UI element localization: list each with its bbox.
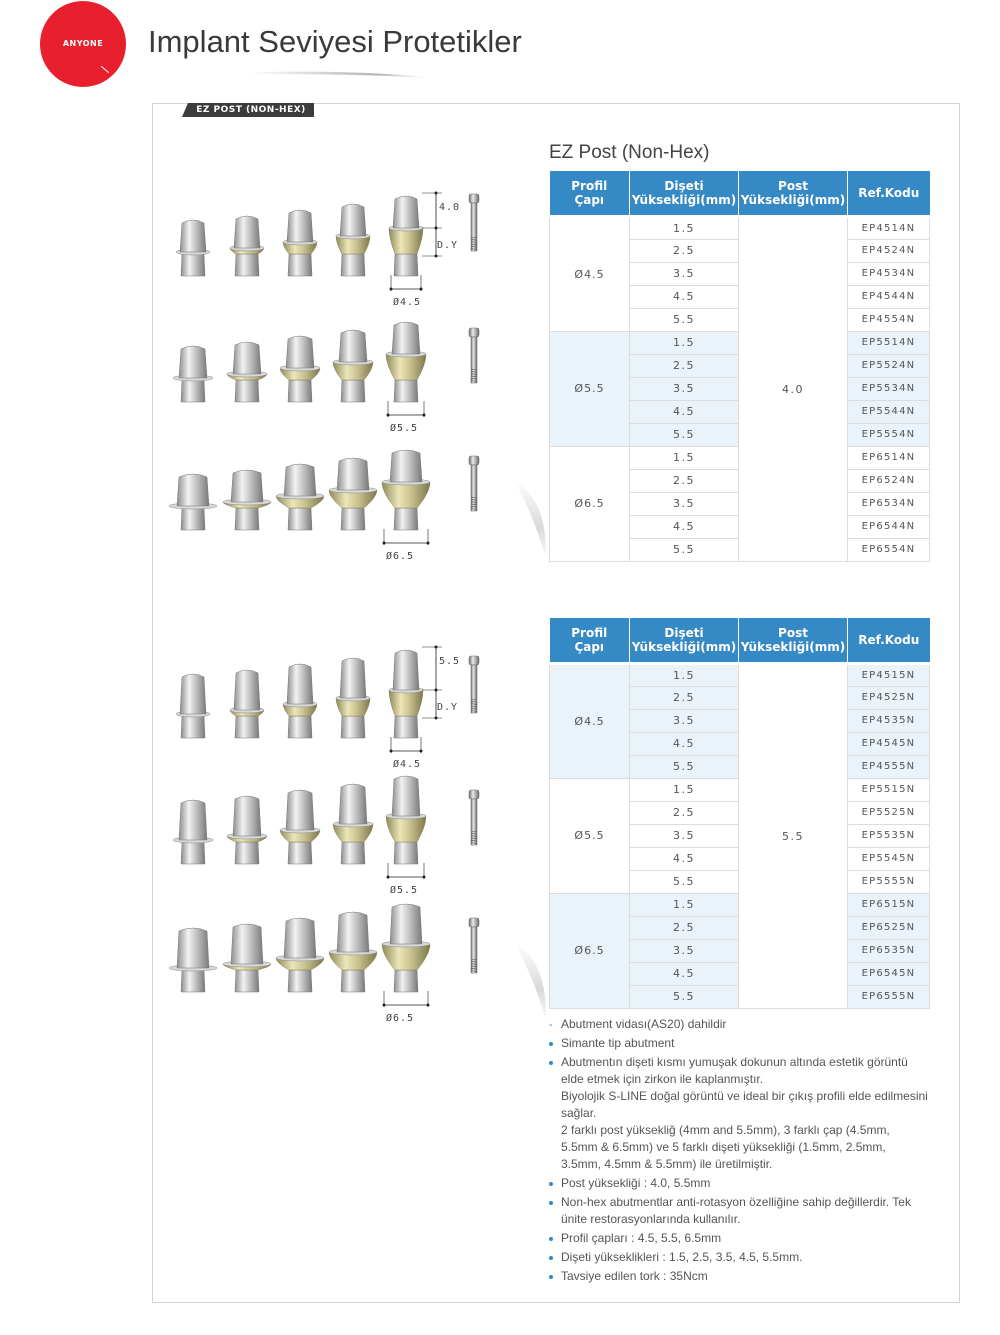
header-line: Profil: [571, 178, 608, 193]
header-profil-capi: [550, 171, 630, 216]
diseti-cell: 5.5: [630, 423, 739, 446]
page-title: Implant Seviyesi Protetikler: [148, 24, 522, 59]
profil-cell: Ø6.5: [550, 446, 630, 561]
diseti-cell: 2.5: [630, 916, 739, 939]
product-notes: [549, 1016, 929, 1287]
profil-cell: Ø4.5: [550, 216, 630, 331]
note-item: [549, 1175, 929, 1192]
ref-code-cell: EP4535N: [848, 709, 930, 732]
ref-code-cell: EP4555N: [848, 755, 930, 778]
ref-code-cell: EP5554N: [848, 423, 930, 446]
diseti-cell: 3.5: [630, 262, 739, 285]
logo-mark: [101, 66, 109, 73]
ref-code-cell: EP6554N: [848, 538, 930, 561]
diseti-cell: 3.5: [630, 377, 739, 400]
note-text: Abutmentın dişeti kısmı yumuşak dokunun altında estetik görüntü elde etmek için zirkon ile kaplanmıştır.: [561, 1055, 908, 1086]
note-text: Non-hex abutmentlar anti-rotasyon özelliğine sahip değillerdir. Tek ünite restorasyonlarında kullanılır.: [561, 1195, 911, 1226]
header-line: Post: [778, 625, 808, 640]
ref-code-cell: EP4554N: [848, 308, 930, 331]
bullet-marker: [549, 1182, 553, 1186]
header-diseti-yuksekligi: [630, 171, 739, 216]
bullet-marker: [549, 1061, 553, 1065]
diseti-cell: 5.5: [630, 870, 739, 893]
profil-cell: Ø5.5: [550, 778, 630, 893]
diseti-cell: 5.5: [630, 538, 739, 561]
ref-code-cell: EP4534N: [848, 262, 930, 285]
post-height-cell: 5.5: [739, 663, 848, 1008]
ref-code-cell: EP5534N: [848, 377, 930, 400]
diseti-cell: 1.5: [630, 663, 739, 686]
diseti-cell: 2.5: [630, 469, 739, 492]
brand-logo: [40, 1, 126, 87]
note-text: 2 farklı post yüksekliğ (4mm and 5.5mm), 3 farklı çap (4.5mm, 5.5mm & 6.5mm) ve 5 farklı dişeti yüksekliği (1.5mm, 2.5mm, 3.5mm, 4.5mm & 5.5mm) ile üretilmiştir.: [561, 1123, 890, 1171]
diameter-dim-f0-r1-label: Ø5.5: [390, 423, 419, 434]
bullet-marker: [549, 1256, 553, 1260]
ref-code-cell: EP5514N: [848, 331, 930, 354]
header-line: Dişeti: [664, 178, 704, 193]
note-text: Dişeti yükseklikleri : 1.5, 2.5, 3.5, 4.5, 5.5mm.: [561, 1250, 803, 1264]
profil-cell: Ø5.5: [550, 331, 630, 446]
ref-code-cell: EP6555N: [848, 985, 930, 1008]
note-item: [549, 1054, 929, 1173]
note-item: [549, 1016, 929, 1033]
gum-height-label-f1: D.Y: [437, 702, 459, 713]
table-title: EZ Post (Non-Hex): [549, 142, 710, 163]
diseti-cell: 2.5: [630, 239, 739, 262]
diseti-cell: 5.5: [630, 755, 739, 778]
ref-code-cell: EP5535N: [848, 824, 930, 847]
gum-height-label-f0: D.Y: [437, 240, 459, 251]
ref-code-cell: EP5525N: [848, 801, 930, 824]
diseti-cell: 3.5: [630, 824, 739, 847]
dash-marker: -: [549, 1019, 553, 1031]
ref-code-cell: EP6535N: [848, 939, 930, 962]
diseti-cell: 1.5: [630, 446, 739, 469]
diseti-cell: 4.5: [630, 400, 739, 423]
header-line: Çapı: [574, 639, 605, 654]
header-line: Dişeti: [664, 625, 704, 640]
ref-code-cell: EP6514N: [848, 446, 930, 469]
diseti-cell: 4.5: [630, 732, 739, 755]
diseti-cell: 2.5: [630, 354, 739, 377]
note-item: [549, 1035, 929, 1052]
ref-code-cell: EP5515N: [848, 778, 930, 801]
diseti-cell: 1.5: [630, 331, 739, 354]
ref-code-cell: EP4524N: [848, 239, 930, 262]
bullet-marker: [549, 1275, 553, 1279]
bullet-marker: [549, 1201, 553, 1205]
diameter-dim-f1-r0-label: Ø4.5: [393, 759, 422, 770]
note-text: Abutment vidası(AS20) dahildir: [561, 1017, 727, 1031]
header-line: Yüksekliği(mm): [740, 639, 846, 654]
header-diseti-yuksekligi: [630, 618, 739, 663]
ref-code-cell: EP4544N: [848, 285, 930, 308]
note-text: Tavsiye edilen tork : 35Ncm: [561, 1269, 708, 1283]
ref-code-cell: EP6544N: [848, 515, 930, 538]
diseti-cell: 4.5: [630, 285, 739, 308]
ref-code-cell: EP5555N: [848, 870, 930, 893]
ref-code-cell: EP6525N: [848, 916, 930, 939]
note-item: [549, 1230, 929, 1247]
diameter-dim-f0-r2-label: Ø6.5: [386, 551, 415, 562]
note-item: [549, 1194, 929, 1228]
diseti-cell: 2.5: [630, 686, 739, 709]
note-text: Simante tip abutment: [561, 1036, 675, 1050]
header-line: Yüksekliği(mm): [740, 192, 846, 207]
diseti-cell: 1.5: [630, 778, 739, 801]
diseti-cell: 4.5: [630, 515, 739, 538]
ref-code-cell: EP6545N: [848, 962, 930, 985]
ref-code-cell: EP5544N: [848, 400, 930, 423]
diameter-dim-f0-r0-label: Ø4.5: [393, 297, 422, 308]
note-text: Profil çapları : 4.5, 5.5, 6.5mm: [561, 1231, 722, 1245]
table-row: [550, 663, 930, 686]
header-line: Yüksekliği(mm): [631, 639, 737, 654]
diseti-cell: 3.5: [630, 492, 739, 515]
spec-table-post-5-5: [549, 618, 930, 1009]
note-item: [549, 1268, 929, 1285]
bullet-marker: [549, 1237, 553, 1241]
note-text: Post yüksekliği : 4.0, 5.5mm: [561, 1176, 711, 1190]
profil-cell: Ø6.5: [550, 893, 630, 1008]
section-tag: EZ POST (NON-HEX): [188, 103, 314, 117]
ref-code-cell: EP6515N: [848, 893, 930, 916]
diseti-cell: 2.5: [630, 801, 739, 824]
diseti-cell: 5.5: [630, 308, 739, 331]
note-text: Biyolojik S-LINE doğal görüntü ve ideal bir çıkış profili elde edilmesini sağlar.: [561, 1089, 928, 1120]
table-row: [550, 216, 930, 239]
header-profil-capi: [550, 618, 630, 663]
ref-code-cell: EP6534N: [848, 492, 930, 515]
ref-code-cell: EP4545N: [848, 732, 930, 755]
post-height-label-f1: 5.5: [439, 656, 461, 667]
title-swoosh-decoration: [250, 68, 430, 88]
spec-table-post-4: [549, 171, 930, 562]
post-height-cell: 4.0: [739, 216, 848, 561]
diseti-cell: 4.5: [630, 847, 739, 870]
ref-code-cell: EP4515N: [848, 663, 930, 686]
header-ref-kodu: Ref.Kodu: [848, 171, 930, 216]
header-line: Çapı: [574, 192, 605, 207]
ref-code-cell: EP4514N: [848, 216, 930, 239]
diseti-cell: 1.5: [630, 216, 739, 239]
header-line: Yüksekliği(mm): [631, 192, 737, 207]
diseti-cell: 4.5: [630, 962, 739, 985]
note-item: [549, 1249, 929, 1266]
diseti-cell: 5.5: [630, 985, 739, 1008]
bullet-marker: [549, 1042, 553, 1046]
header-line: Profil: [571, 625, 608, 640]
ref-code-cell: EP6524N: [848, 469, 930, 492]
post-height-label-f0: 4.0: [439, 202, 461, 213]
diameter-dim-f1-r2-label: Ø6.5: [386, 1013, 415, 1024]
diameter-dim-f1-r1-label: Ø5.5: [390, 885, 419, 896]
header-line: Post: [778, 178, 808, 193]
brand-logo-text: ANYONE: [62, 39, 104, 48]
diseti-cell: 3.5: [630, 709, 739, 732]
diseti-cell: 1.5: [630, 893, 739, 916]
diseti-cell: 3.5: [630, 939, 739, 962]
ref-code-cell: EP4525N: [848, 686, 930, 709]
profil-cell: Ø4.5: [550, 663, 630, 778]
ref-code-cell: EP5545N: [848, 847, 930, 870]
header-ref-kodu: Ref.Kodu: [848, 618, 930, 663]
ref-code-cell: EP5524N: [848, 354, 930, 377]
header-post-yuksekligi: [739, 171, 848, 216]
header-post-yuksekligi: [739, 618, 848, 663]
